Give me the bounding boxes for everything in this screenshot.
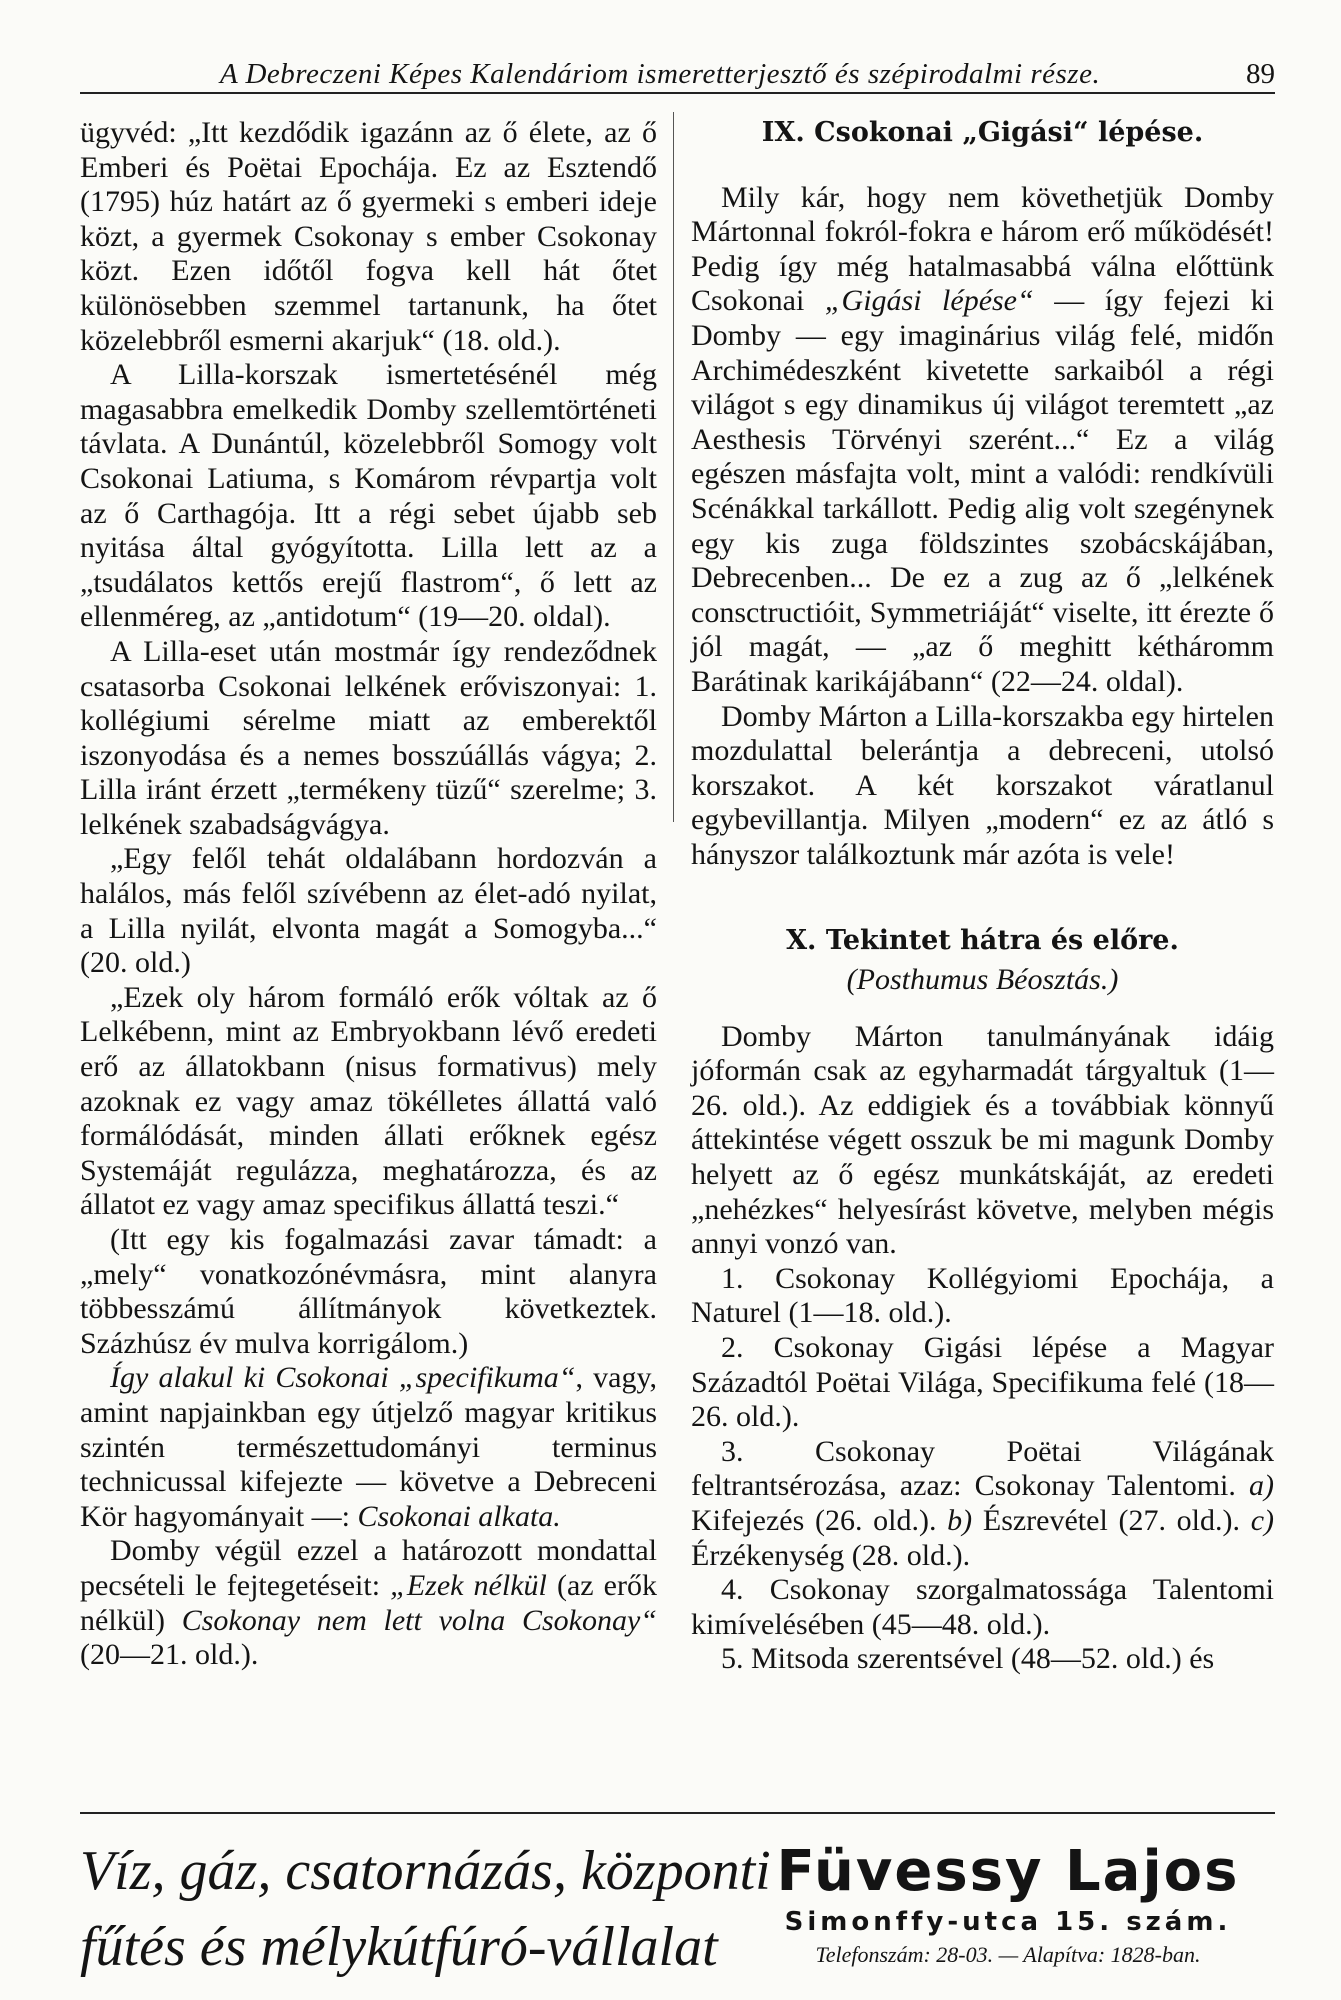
paragraph: A Lilla-korszak ismertetésénél még magasabbra emelkedik Domby szellemtörténeti távlata. A Dunántúl, közelebbről Somogy volt Csokonai Latiuma, s Komárom révpartja volt az ő Carthagója. Itt a régi sebet újabb seb nyitása által gyógyította. Lilla lett az a „tsudálatos kettős erejű flastrom“, ő lett az ellenméreg, az „antidotum“ (19—20. oldal). (80, 358, 657, 634)
text: , vagy, amint napjainkban egy útjelző magyar kritikus szintén természettudományi terminus technicussal kifejezte — követve a Debreceni Kör hagyományait —: (80, 1361, 658, 1533)
list-item: 4. Csokonay szorgalmatossága Talentomi kimívelésében (45—48. old.). (691, 1573, 1274, 1641)
left-column (80, 116, 657, 1673)
italic-text: „Gigási lépése“ (824, 284, 1034, 318)
paragraph: Domby Márton tanulmányának idáig jóformán csak az egyharmadát tárgyaltuk (1—26. old.). Az eddigiek és a továbbiak könnyű áttekintése végett osszuk be mi magunk Domby helyett az ő egész munkátskáját, az eredeti „nehézkes“ helyesírást követve, melyben mégis annyi vonzó van. (691, 1019, 1274, 1261)
italic-text: c) (1250, 1503, 1274, 1537)
paragraph (80, 1534, 657, 1672)
italic-text: „Ezek nélkül (390, 1568, 547, 1602)
paragraph: (Itt egy kis fogalmazási zavar támadt: a „mely“ vonatkozónévmásra, mint alanyra többesszámú állítmányok következtek. Százhúsz év mulva korrigálom.) (80, 1223, 657, 1360)
company-phone: Telefonszám: 28-03. — Alapítva: 1828-ban. (815, 1942, 1201, 1967)
paragraph: Domby Márton a Lilla-korszakba egy hirtelen mozdulattal belerántja a debreceni, utolsó korszakot. A két korszakot váratlanul egybevillantja. Milyen „modern“ ez az átló s hányszor találkoztunk már azóta is vele! (691, 699, 1274, 871)
column-divider (673, 112, 674, 822)
text: Mily kár, hogy nem követhetjük Domby Mártonnal fokról-fokra e három erő működését! Pedig így még hatalmasabbá válna előttünk Csokonai (691, 180, 1274, 318)
paragraph (691, 181, 1274, 700)
italic-text: Így alakul ki Csokonai „specifikuma“ (110, 1361, 576, 1395)
paragraph: „Egy felől tehát oldalábann hordozván a halálos, más felől szívébenn az élet-adó nyilat, a Lilla nyilát, elvonta magát a Somogyba...“ (20. old.) (80, 842, 657, 980)
italic-text: b) (947, 1503, 973, 1537)
text: Észrevétel (27. old.). (972, 1503, 1251, 1537)
advert-line: Víz, gáz, csatornázás, központi (80, 1840, 771, 1902)
advert-company (738, 1840, 1278, 1970)
section-heading: IX. Csokonai „Gigási“ lépése. (761, 117, 1204, 148)
list-item: 2. Csokonay Gigási lépése a Magyar Századtól Poëtai Világa, Specifikuma felé (18—26. old.). (691, 1331, 1274, 1434)
running-title: A Debreczeni Képes Kalendáriom ismeretterjesztő és szépirodalmi része. (220, 58, 1101, 90)
paragraph: „Ezek oly három formáló erők vóltak az ő Lelkébenn, mint az Embryokbann lévő eredeti erő az állatokbann (nisus formativus) mely azoknak ez vagy amaz tökélletes állattá való formálódását, minden állati erőknek egész Systemáját regulázza, meghatározza, és az állatot ez vagy amaz specifikus állattá teszi.“ (80, 980, 657, 1222)
italic-text: Csokonai alkata. (357, 1499, 561, 1533)
section-subtitle: (Posthumus Béosztás.) (846, 963, 1119, 997)
text: — így fejezi ki Domby — egy imaginárius világ felé, midőn Archimédeszként kivetette sarkaiból a régi világot s egy dinamikus új világot teremtett „az Aesthesis Törvényi szerént...“ Ez a világ egészen másfajta volt, mint a valódi: rendkívüli Scénákkal tarkállott. Pedig alig volt szegénynek egy kis zuga földszintes szobácskájában, Debrecenben... De ez a zug az ő „lelkének consctructióit, Symmetriáját“ viselte, itt érezte ő jól magát, — „az ő meghitt kétháromm Barátinak karikájábann“ (22—24. oldal). (691, 284, 1274, 698)
page-header (80, 52, 1275, 94)
paragraph: A Lilla-eset után mostmár így rendeződnek csatasorba Csokonai lelkének erőviszonyai: 1. kollégiumi sérelme miatt az emberektől iszonyodása és a nemes bosszúállás vágya; 2. Lilla iránt érzett „termékeny tüzű“ szerelme; 3. lelkének szabadságvágya. (80, 634, 657, 841)
text: Domby végül ezzel a határozott mondattal pecsételi le fejtegetéseit: (80, 1534, 657, 1602)
list-item: 1. Csokonay Kollégyiomi Epochája, a Naturel (1—18. old.). (691, 1261, 1274, 1330)
text: Kifejezés (26. old.). (691, 1503, 948, 1537)
company-address: Simonffy-utca 15. szám. (784, 1907, 1232, 1937)
section-heading: X. Tekintet hátra és előre. (786, 925, 1179, 957)
text: (20—21. old.). (80, 1638, 259, 1672)
footer-rule (80, 1812, 1275, 1814)
text: 3. Csokonay Poëtai Világának feltrantsérozása, azaz: Csokonay Talentomi. (691, 1434, 1274, 1503)
right-column (691, 116, 1274, 1677)
text: Érzékenység (28. old.). (691, 1538, 971, 1572)
list-item: 5. Mitsoda szerentsével (48—52. old.) és (721, 1642, 1215, 1676)
text: (az erők nélkül) (80, 1568, 657, 1637)
paragraph: ügyvéd: „Itt kezdődik igazánn az ő élete, az ő Emberi és Poëtai Epochája. Ez az Esztendő (1795) húz határt az ő gyermeki s emberi ideje közt, a gyermek Csokonay s ember Csokonay közt. Ezen időtől fogva kell hát őtet különösebben szemmel tartanunk, ha őtet közelebbről esmerni akarjuk“ (18. old.). (80, 116, 657, 357)
paragraph (80, 1361, 657, 1534)
advert-line: fűtés és mélykútfúró-vállalat (80, 1916, 718, 1978)
advert-services (80, 1833, 771, 1985)
italic-text: a) (1249, 1469, 1274, 1503)
list-item (691, 1435, 1274, 1573)
page-number: 89 (1246, 58, 1275, 90)
italic-text: Csokonay nem lett volna Csokonay“ (181, 1603, 657, 1637)
company-name: Füvessy Lajos (776, 1839, 1240, 1904)
